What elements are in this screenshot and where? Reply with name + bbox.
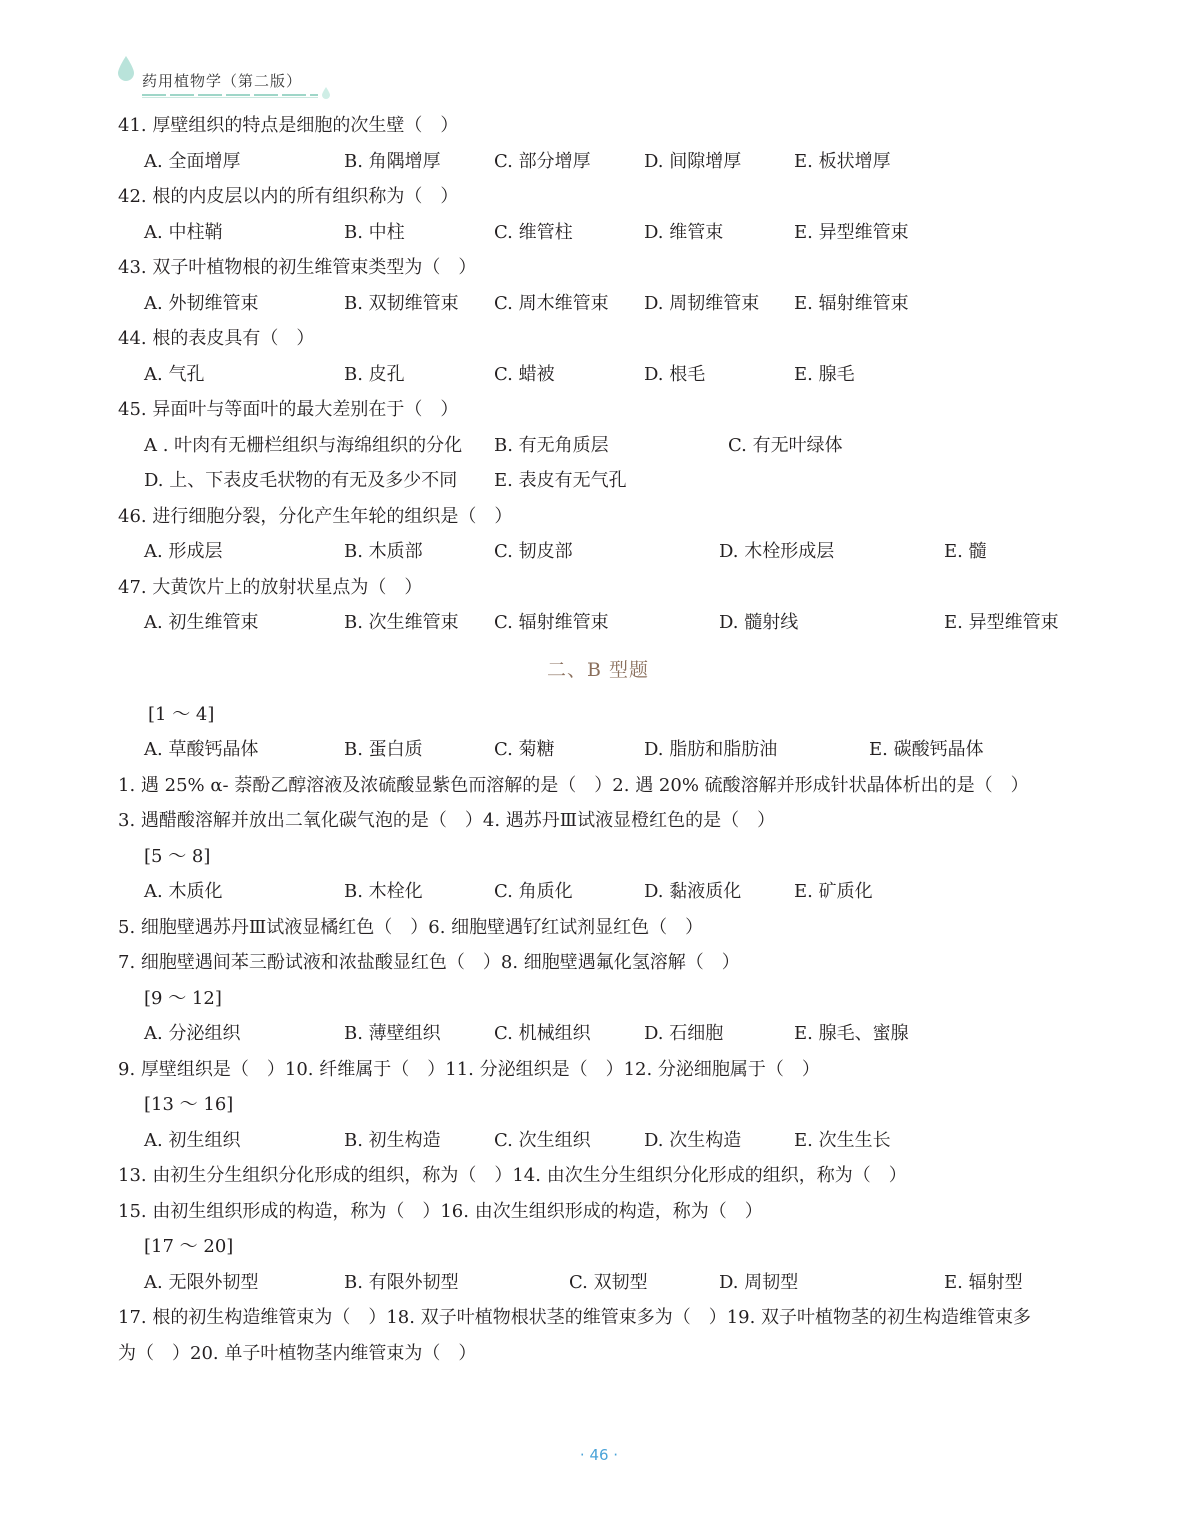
option-b: B. 木质部 xyxy=(344,541,423,562)
section-title: 二、B 型题 xyxy=(546,658,649,681)
running-header xyxy=(112,56,342,106)
option-row xyxy=(118,428,1078,464)
option-row xyxy=(118,286,1078,322)
question-line: 7. 细胞壁遇间苯三酚试液和浓盐酸显红色（ ）8. 细胞壁遇氟化氢溶解（ ） xyxy=(118,952,740,973)
option-d: D. 髓射线 xyxy=(719,612,799,633)
option-row xyxy=(118,1265,1078,1301)
option-a: A. 草酸钙晶体 xyxy=(144,739,259,760)
option-row xyxy=(118,215,1078,251)
option-row xyxy=(118,1123,1078,1159)
option-e: E. 腺毛 xyxy=(794,363,855,385)
header-divider xyxy=(142,94,318,96)
question-line: 5. 细胞壁遇苏丹Ⅲ试液显橘红色（ ）6. 细胞壁遇钌红试剂显红色（ ） xyxy=(118,916,704,938)
small-drop-icon xyxy=(322,87,330,99)
option-c: C. 次生组织 xyxy=(494,1129,591,1151)
question-line: 9. 厚壁组织是（ ）10. 纤维属于（ ）11. 分泌组织是（ ）12. 分泌细胞属于（ ） xyxy=(118,1058,820,1080)
option-c: C. 蜡被 xyxy=(494,363,555,385)
option-e: E. 次生生长 xyxy=(794,1129,891,1151)
option-a: A. 初生维管束 xyxy=(144,612,259,633)
option-row xyxy=(118,463,1078,499)
option-e: E. 碳酸钙晶体 xyxy=(869,739,984,760)
option-e: E. 辐射维管束 xyxy=(794,292,909,314)
option-b: B. 有无角质层 xyxy=(494,434,609,456)
question-line: 为（ ）20. 单子叶植物茎内维管束为（ ） xyxy=(118,1342,477,1364)
page-number: · 46 · xyxy=(579,1446,619,1464)
option-row xyxy=(118,605,1078,641)
option-c: C. 维管柱 xyxy=(494,221,573,243)
option-e: E. 腺毛、蜜腺 xyxy=(794,1023,909,1044)
option-e: E. 异型维管束 xyxy=(944,612,1059,633)
option-a: A. 中柱鞘 xyxy=(144,221,223,243)
option-e: E. 矿质化 xyxy=(794,881,873,902)
option-b: B. 皮孔 xyxy=(344,363,405,385)
question-stem: 43. 双子叶植物根的初生维管束类型为（ ） xyxy=(118,257,477,278)
option-c: C. 菊糖 xyxy=(494,739,555,760)
option-d: D. 周韧型 xyxy=(719,1271,799,1293)
question-line: 1. 遇 25% α- 萘酚乙醇溶液及浓硫酸显紫色而溶解的是（ ）2. 遇 20% 硫酸溶解并形成针状晶体析出的是（ ） xyxy=(118,774,1029,796)
option-b: B. 角隅增厚 xyxy=(344,150,441,172)
option-a: A. 全面增厚 xyxy=(144,150,241,172)
group-range: [5 ～ 8] xyxy=(144,845,211,867)
option-d: D. 次生构造 xyxy=(644,1129,742,1151)
option-d: D. 脂肪和脂肪油 xyxy=(644,739,778,760)
option-a: A. 形成层 xyxy=(144,541,223,562)
option-c: C. 角质化 xyxy=(494,881,573,902)
option-row xyxy=(118,357,1078,393)
option-d: D. 黏液质化 xyxy=(644,881,742,902)
option-b: B. 次生维管束 xyxy=(344,612,459,633)
question-line: 3. 遇醋酸溶解并放出二氧化碳气泡的是（ ）4. 遇苏丹Ⅲ试液显橙红色的是（ ） xyxy=(118,810,776,831)
question-line: 13. 由初生分生组织分化形成的组织，称为（ ）14. 由次生分生组织分化形成的组织，称为（ ） xyxy=(118,1165,907,1186)
option-b: B. 蛋白质 xyxy=(344,739,423,760)
option-c: C. 辐射维管束 xyxy=(494,612,609,633)
question-stem: 47. 大黄饮片上的放射状星点为（ ） xyxy=(118,576,423,598)
question-stem: 42. 根的内皮层以内的所有组织称为（ ） xyxy=(118,186,459,207)
option-a: A . 叶肉有无栅栏组织与海绵组织的分化 xyxy=(144,434,463,456)
group-range: [9 ～ 12] xyxy=(144,987,222,1009)
option-e: E. 辐射型 xyxy=(944,1271,1023,1293)
page-content xyxy=(118,108,1078,1371)
option-c: C. 部分增厚 xyxy=(494,150,591,172)
question-stem: 41. 厚壁组织的特点是细胞的次生壁（ ） xyxy=(118,115,459,136)
option-d: D. 维管束 xyxy=(644,221,724,243)
option-d: D. 间隙增厚 xyxy=(644,150,742,172)
option-c: C. 韧皮部 xyxy=(494,541,573,562)
option-c: C. 机械组织 xyxy=(494,1023,591,1044)
option-a: A. 外韧维管束 xyxy=(144,292,259,314)
option-b: B. 木栓化 xyxy=(344,881,423,902)
option-b: B. 有限外韧型 xyxy=(344,1271,459,1293)
water-drop-icon xyxy=(118,56,134,82)
option-a: A. 无限外韧型 xyxy=(144,1271,259,1293)
option-c: C. 周木维管束 xyxy=(494,292,609,314)
question-stem: 45. 异面叶与等面叶的最大差别在于（ ） xyxy=(118,399,459,420)
option-row xyxy=(118,144,1078,180)
question-stem: 46. 进行细胞分裂，分化产生年轮的组织是（ ） xyxy=(118,505,513,527)
option-a: A. 初生组织 xyxy=(144,1129,241,1151)
option-a: A. 分泌组织 xyxy=(144,1023,241,1044)
option-b: B. 初生构造 xyxy=(344,1129,441,1151)
option-d: D. 根毛 xyxy=(644,363,706,385)
option-d: D. 周韧维管束 xyxy=(644,292,760,314)
option-d: D. 上、下表皮毛状物的有无及多少不同 xyxy=(144,470,458,491)
option-d: D. 石细胞 xyxy=(644,1023,724,1044)
option-e: E. 异型维管束 xyxy=(794,221,909,243)
option-b: B. 中柱 xyxy=(344,221,405,243)
option-a: A. 气孔 xyxy=(144,363,205,385)
question-line: 15. 由初生组织形成的构造，称为（ ）16. 由次生组织形成的构造，称为（ ） xyxy=(118,1200,763,1222)
option-row xyxy=(118,874,1078,910)
option-row xyxy=(118,732,1078,768)
option-b: B. 薄壁组织 xyxy=(344,1023,441,1044)
option-e: E. 髓 xyxy=(944,541,987,562)
question-line: 17. 根的初生构造维管束为（ ）18. 双子叶植物根状茎的维管束多为（ ）19. 双子叶植物茎的初生构造维管束多 xyxy=(118,1307,1032,1328)
group-range: [13 ～ 16] xyxy=(144,1094,234,1115)
option-row xyxy=(118,534,1078,570)
book-title: 药用植物学（第二版） xyxy=(142,72,303,90)
header-divider-thin xyxy=(142,97,318,98)
option-c: C. 双韧型 xyxy=(569,1271,648,1293)
question-stem: 44. 根的表皮具有（ ） xyxy=(118,328,315,349)
option-e: E. 板状增厚 xyxy=(794,150,891,172)
option-a: A. 木质化 xyxy=(144,881,223,902)
option-e: E. 表皮有无气孔 xyxy=(494,470,627,491)
option-c: C. 有无叶绿体 xyxy=(728,434,843,456)
option-d: D. 木栓形成层 xyxy=(719,541,835,562)
group-range: [17 ～ 20] xyxy=(144,1236,234,1257)
option-b: B. 双韧维管束 xyxy=(344,292,459,314)
group-range: [1 ～ 4] xyxy=(148,703,215,725)
option-row xyxy=(118,1016,1078,1052)
